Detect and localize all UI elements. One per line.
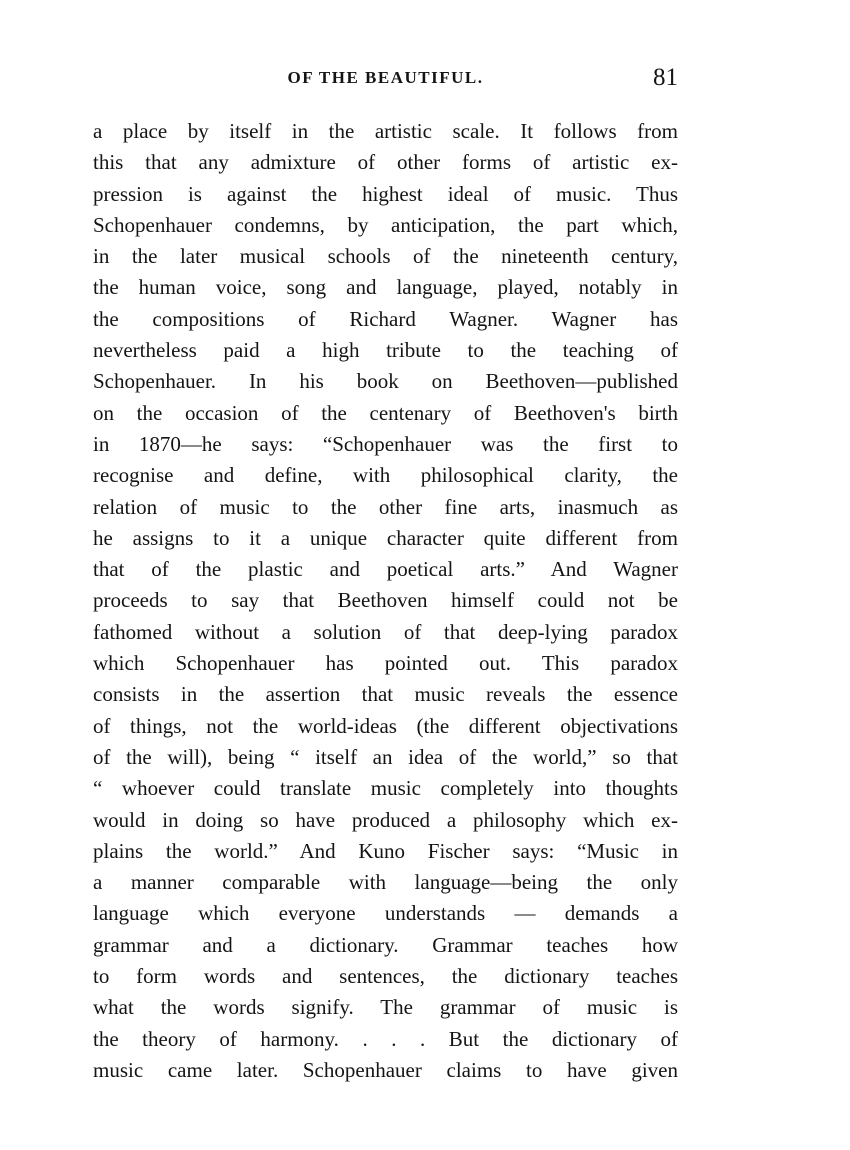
text-line: plains the world.” And Kuno Fischer says: “Music in [93,838,678,863]
text-line: Schopenhauer. In his book on Beethoven—published [93,369,678,394]
text-line: of things, not the world-ideas (the different objectivations [93,713,678,738]
text-line: pression is against the highest ideal of music. Thus [93,181,678,206]
text-line: of the will), being “ itself an idea of the world,” so that [93,744,678,769]
text-line: proceeds to say that Beethoven himself could not be [93,588,678,613]
text-line: in the later musical schools of the nineteenth century, [93,244,678,269]
text-line: that of the plastic and poetical arts.” And Wagner [93,557,678,582]
text-line: consists in the assertion that music reveals the essence [93,682,678,707]
text-line: which Schopenhauer has pointed out. This paradox [93,651,678,676]
text-line: a manner comparable with language—being the only [93,870,678,895]
text-line: this that any admixture of other forms of artistic ex- [93,150,678,175]
text-line: Schopenhauer condemns, by anticipation, the part which, [93,212,678,237]
text-line: “ whoever could translate music completely into thoughts [93,776,678,801]
text-line: would in doing so have produced a philosophy which ex- [93,807,678,832]
text-line: the human voice, song and language, played, notably in [93,275,678,300]
running-title: OF THE BEAUTIFUL. [287,68,484,87]
text-line: on the occasion of the centenary of Beethoven's birth [93,400,678,425]
text-line: in 1870—he says: “Schopenhauer was the first to [93,431,678,456]
text-line: the compositions of Richard Wagner. Wagner has [93,306,678,331]
body-text [93,116,678,1086]
text-line: to form words and sentences, the dictionary teaches [93,964,678,989]
text-line: language which everyone understands — demands a [93,901,678,926]
text-line: what the words signify. The grammar of music is [93,995,678,1020]
running-head [93,64,678,96]
text-line: grammar and a dictionary. Grammar teaches how [93,932,678,957]
page-number: 81 [653,64,678,91]
text-line: a place by itself in the artistic scale. It follows from [93,119,678,143]
text-line: nevertheless paid a high tribute to the teaching of [93,338,678,363]
text-line: music came later. Schopenhauer claims to have given [93,1057,678,1082]
text-line: relation of music to the other fine arts, inasmuch as [93,494,678,519]
text-line: the theory of harmony. . . . But the dictionary of [93,1026,678,1051]
text-line: he assigns to it a unique character quite different from [93,525,678,550]
text-line: recognise and define, with philosophical clarity, the [93,463,678,488]
text-line: fathomed without a solution of that deep-lying paradox [93,619,678,644]
